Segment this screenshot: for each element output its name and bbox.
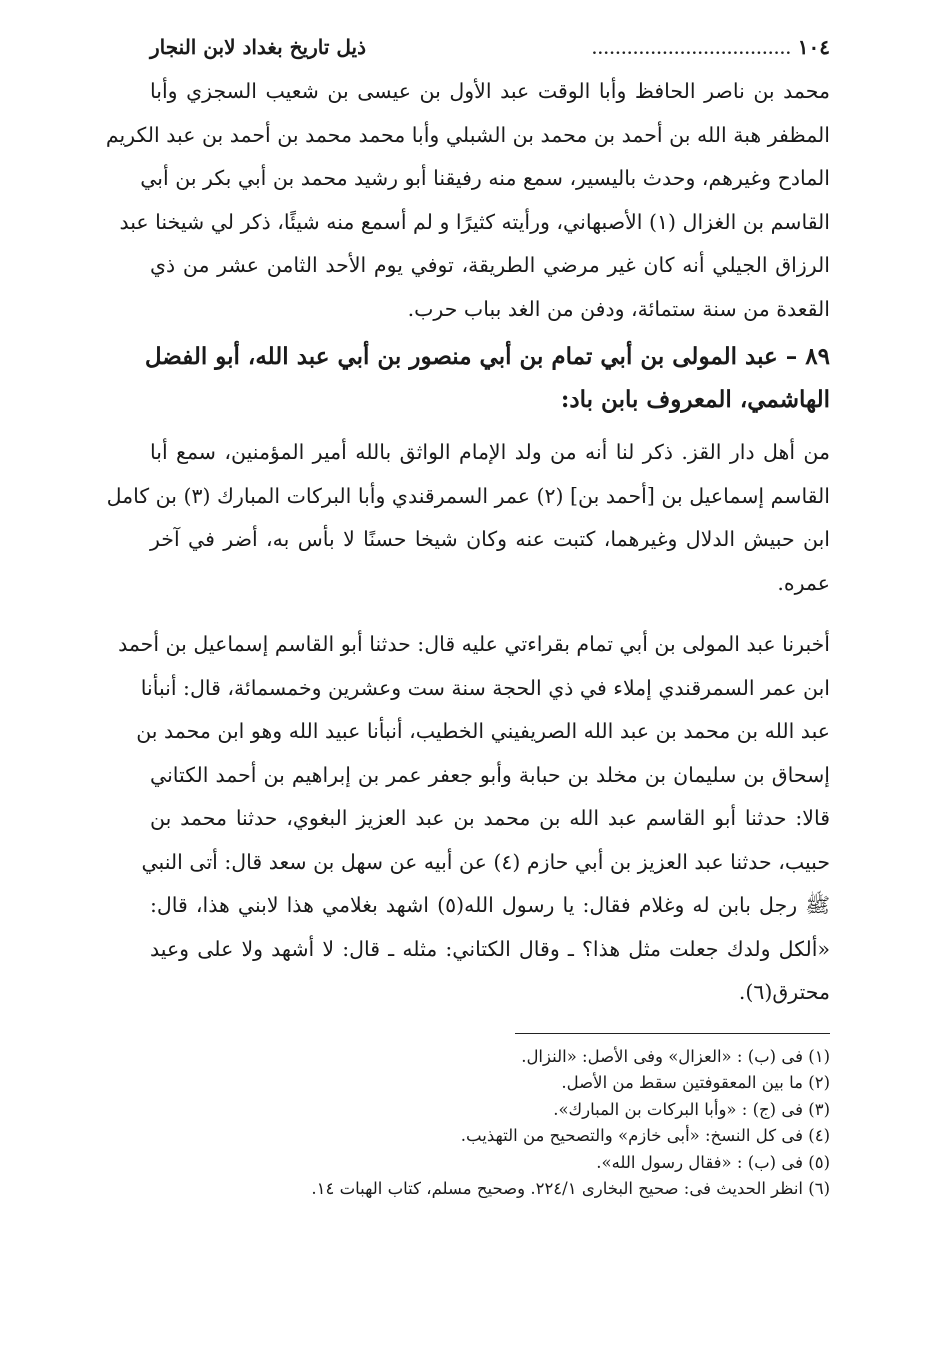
footnote-4: (٤) فى كل النسخ: «أبى خازم» والتصحيح من التهذيب. [460, 1126, 830, 1145]
footnote-1: (١) فى (ب) : «العزال» وفى الأصل: «النزال. [521, 1046, 830, 1066]
text-line: ﷺ رجل بابن له وغلام فقال: يا رسول الله(٥) اشهد بغلامي هذا لابني هذا، قال: [150, 893, 830, 917]
text-line: المادح وغيرهم، وحدث باليسير، سمع منه رفيقنا أبو رشيد محمد بن أبي بكر بن أبي [140, 166, 830, 190]
text-line: عبد الله بن محمد بن عبد الله الصريفيني الخطيب، أنبأنا عبيد الله وهو ابن محمد بن [136, 719, 830, 743]
text-line: أخبرنا عبد المولى بن أبي تمام بقراءتي عليه قال: حدثنا أبو القاسم إسماعيل بن أحمد [118, 632, 830, 656]
text-line: المظفر هبة الله بن أحمد بن محمد بن الشبلي وأبا محمد محمد بن أحمد بن عبد الكريم [105, 122, 830, 147]
text-line: القعدة من سنة ستمائة، ودفن من الغد بباب حرب. [407, 296, 830, 321]
footnote-6: (٦) انظر الحديث فى: صحيح البخارى ٢٢٤/١. وصحيح مسلم، كتاب الهبات ١٤. [311, 1179, 830, 1198]
entry-heading [144, 335, 830, 421]
footnotes [150, 1044, 830, 1203]
text-line: إسحاق بن سليمان بن مخلد بن حبابة وأبو جعفر عمر بن إبراهيم بن أحمد الكتاني [150, 762, 830, 787]
text-line: عمره. [777, 570, 830, 595]
text-line: محترق(٦). [738, 980, 830, 1004]
paragraph-hadith [118, 623, 830, 1015]
text-line: ابن عمر السمرقندي إملاء في ذي الحجة سنة ست وعشرين وخمسمائة، قال: أنبأنا [140, 675, 830, 700]
running-head [150, 30, 830, 66]
paragraph-biography [106, 431, 830, 605]
text-line: ابن حبيش الدلال وغيرهما، كتبت عنه وكان شيخا حسنًا لا بأس به، أضر في آخر [150, 527, 830, 551]
text-line: القاسم بن الغزال (١) الأصبهاني، ورأيته كثيرًا و لم أسمع منه شيئًا، ذكر لي شيخنا عبد [119, 209, 830, 234]
footnote-2: (٢) ما بين المعقوفتين سقط من الأصل. [561, 1073, 830, 1092]
book-page [105, 30, 830, 1203]
text-line: الرزاق الجيلي أنه كان غير مرضي الطريقة، توفي يوم الأحد الثامن عشر من ذي [150, 253, 830, 277]
text-line: «ألكل ولدك جعلت مثل هذا؟ ـ وقال الكتاني: مثله ـ قال: لا أشهد ولا على وعيد [150, 936, 830, 961]
leader-dots: .................................. [592, 42, 792, 58]
footnote-5: (٥) فى (ب) : «فقال رسول الله». [596, 1152, 830, 1172]
text-line: محمد بن ناصر الحافظ وأبا الوقت عبد الأول بن عيسى بن شعيب السجزي وأبا [150, 79, 830, 103]
footnote-divider [515, 1033, 830, 1034]
heading-line: ٨٩ – عبد المولى بن أبي تمام بن أبي منصور بن أبي عبد الله، أبو الفضل [144, 343, 830, 370]
text-line: القاسم إسماعيل بن [أحمد بن] (٢) عمر السمرقندي وأبا البركات المبارك (٣) بن كامل [106, 483, 830, 508]
page-number: ١٠٤ [797, 35, 830, 59]
book-title: ذيل تاريخ بغداد لابن النجار [150, 35, 366, 59]
paragraph-continuation [105, 70, 830, 331]
text-line: حبيب، حدثنا عبد العزيز بن أبي حازم (٤) عن أبيه عن سهل بن سعد قال: أتى النبي [141, 849, 830, 874]
text-line: من أهل دار القز. ذكر لنا أنه من ولد الإمام الواثق بالله أمير المؤمنين، سمع أبا [150, 440, 830, 464]
footnote-3: (٣) فى (ج) : «وأبا البركات بن المبارك». [553, 1099, 830, 1119]
heading-line: الهاشمي، المعروف بابن باد: [560, 386, 830, 413]
text-line: قالا: حدثنا أبو القاسم عبد الله بن محمد بن عبد العزيز البغوي، حدثنا محمد بن [150, 806, 830, 830]
